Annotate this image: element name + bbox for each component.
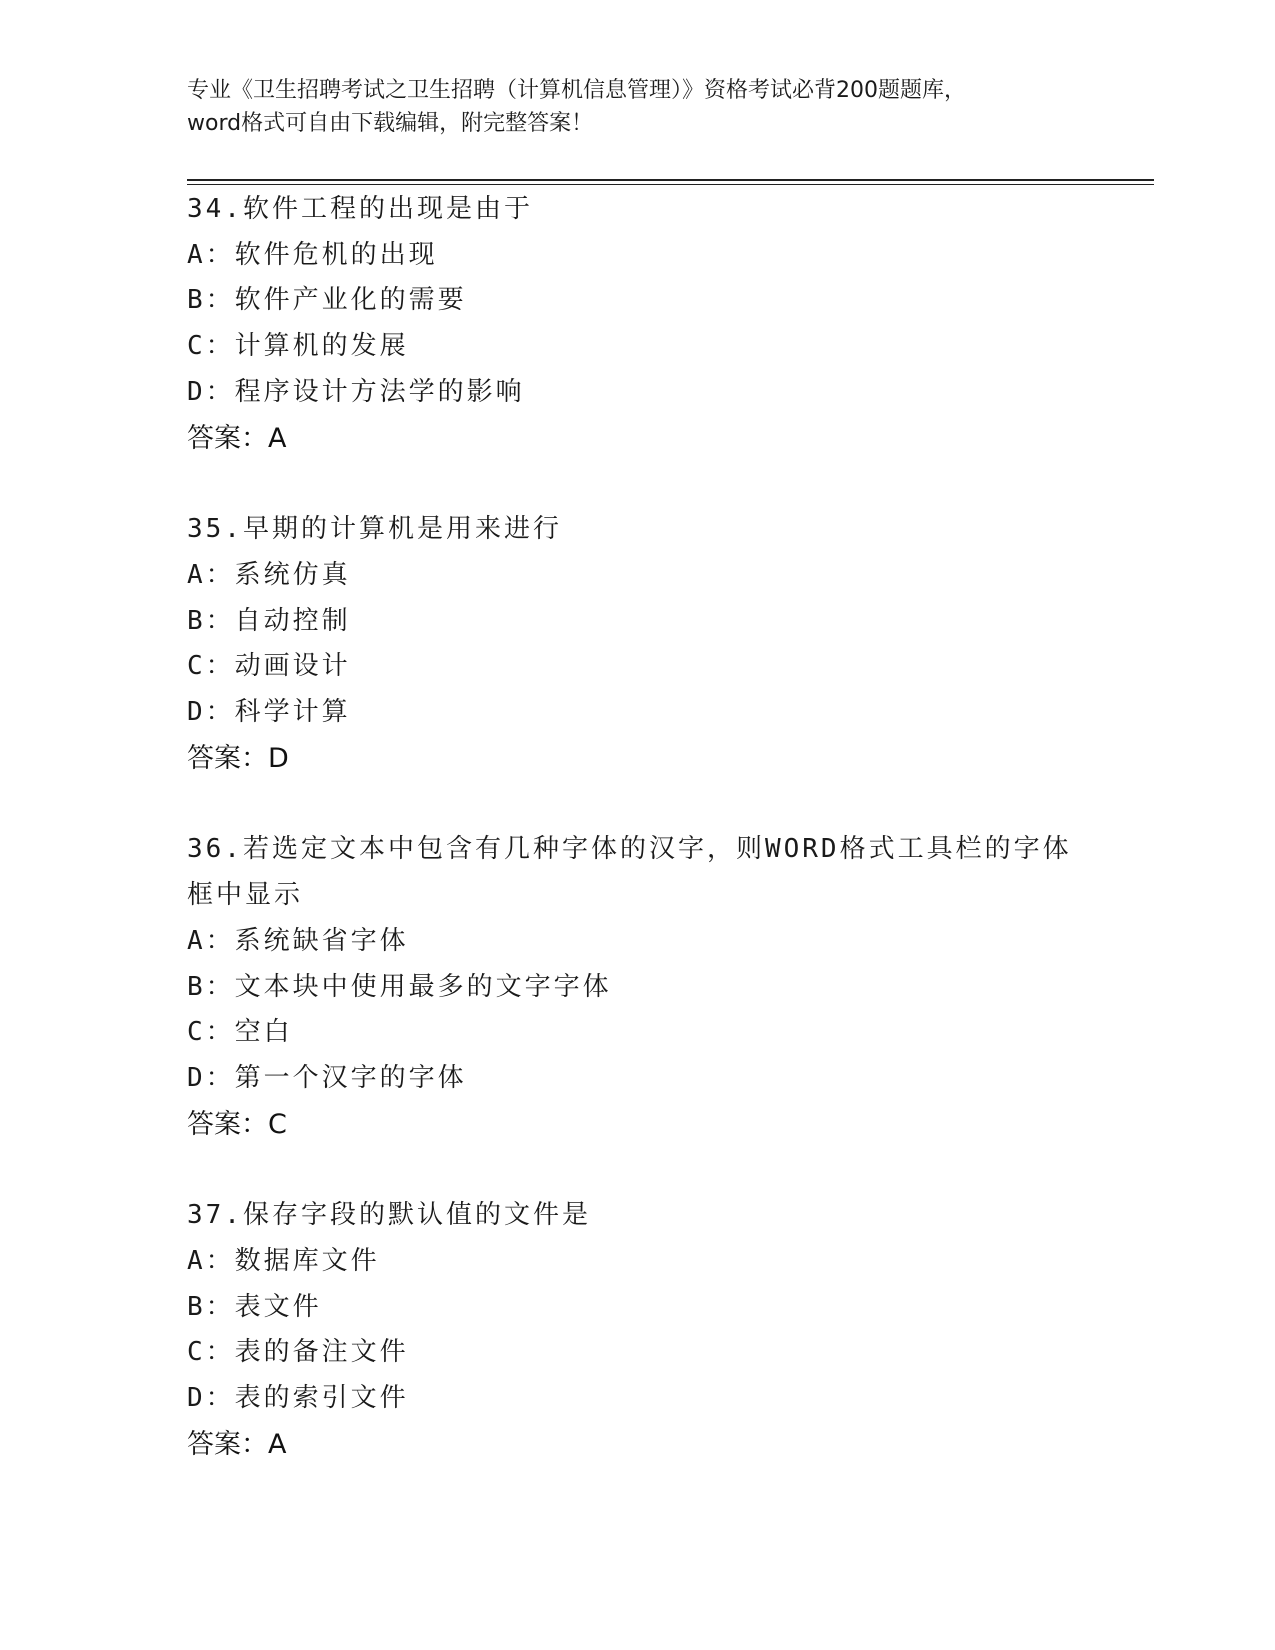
answer: 答案：C: [187, 1108, 287, 1140]
question-stem: 37.保存字段的默认值的文件是: [187, 1200, 591, 1231]
option-d: D：表的索引文件: [187, 1383, 409, 1414]
answer: 答案：A: [187, 422, 287, 454]
question-list: [187, 187, 1087, 1514]
option-a: A：数据库文件: [187, 1246, 380, 1277]
option-c: C：计算机的发展: [187, 331, 409, 362]
question-35: [187, 507, 1087, 781]
option-d: D：程序设计方法学的影响: [187, 376, 525, 407]
option-b: B：自动控制: [187, 605, 351, 636]
header-line-2: word格式可自由下载编辑，附完整答案！: [187, 111, 594, 136]
option-b: B：表文件: [187, 1291, 322, 1322]
option-c: C：空白: [187, 1017, 293, 1048]
option-b: B：软件产业化的需要: [187, 285, 467, 316]
question-stem: 35.早期的计算机是用来进行: [187, 514, 562, 545]
document-header: [187, 74, 1087, 140]
option-b: B：文本块中使用最多的文字字体: [187, 971, 612, 1002]
header-divider-thin: [187, 184, 1154, 185]
header-divider-thick: [187, 179, 1154, 181]
option-d: D：第一个汉字的字体: [187, 1062, 467, 1093]
option-d: D：科学计算: [187, 697, 351, 728]
option-a: A：系统缺省字体: [187, 925, 409, 956]
question-stem: 34.软件工程的出现是由于: [187, 194, 533, 224]
question-36: [187, 827, 1087, 1147]
option-a: A：软件危机的出现: [187, 239, 438, 270]
question-stem: 36.若选定文本中包含有几种字体的汉字，则WORD格式工具栏的字体: [187, 834, 1072, 865]
option-c: C：动画设计: [187, 651, 351, 682]
question-stem-continued: 框中显示: [187, 880, 304, 911]
question-34: [187, 187, 1087, 461]
answer: 答案：D: [187, 742, 289, 774]
question-37: [187, 1193, 1087, 1467]
option-a: A：系统仿真: [187, 559, 351, 590]
answer: 答案：A: [187, 1428, 287, 1460]
option-c: C：表的备注文件: [187, 1337, 409, 1368]
header-line-1: 专业《卫生招聘考试之卫生招聘（计算机信息管理）》资格考试必背200题题库，: [187, 78, 966, 103]
